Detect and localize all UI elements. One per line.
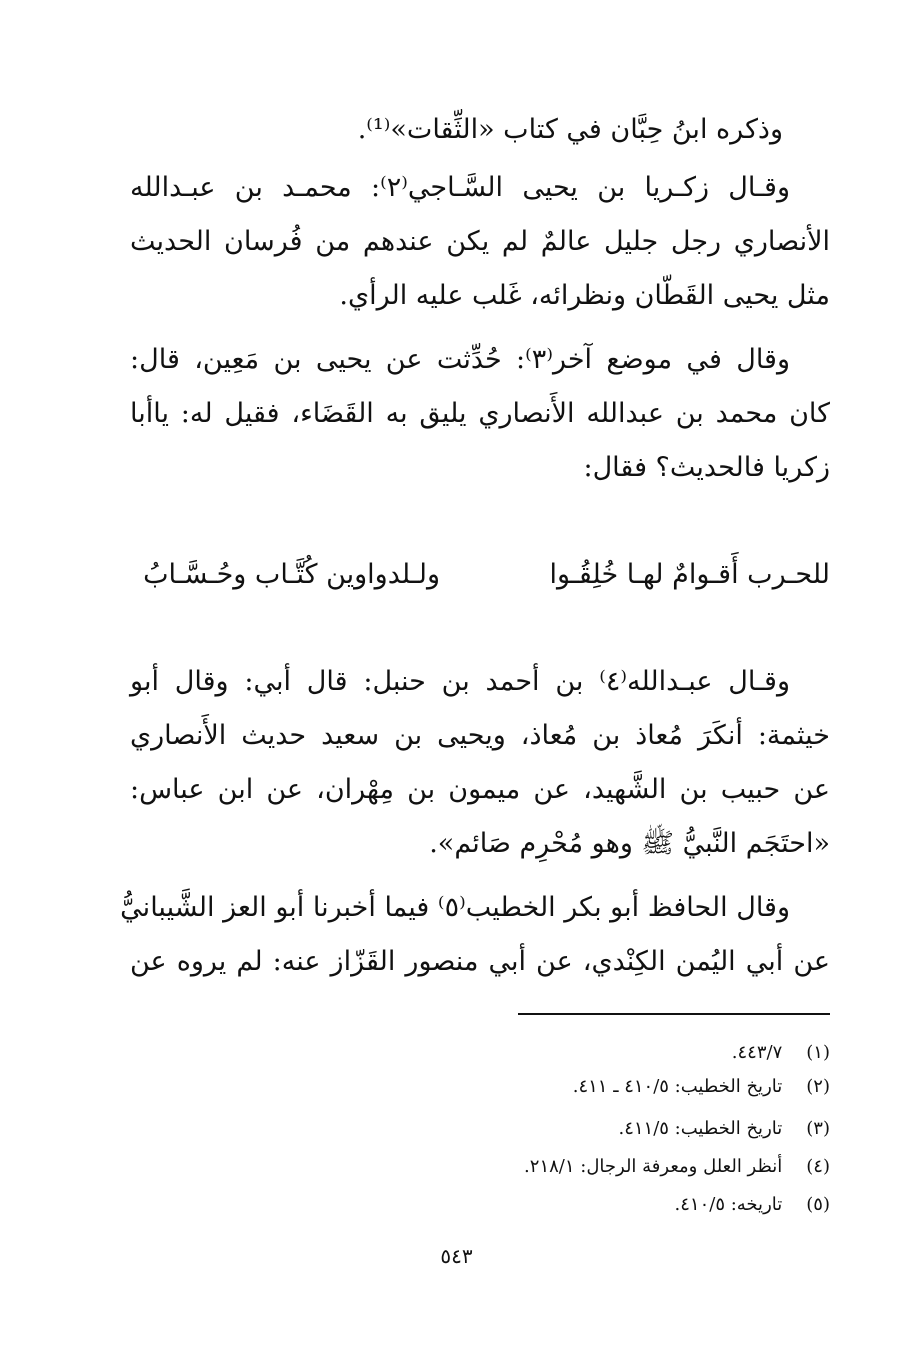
paragraph-4-line-4: «احتَجَم النَّبيُّ ﷺ وهو مُحْرِم صَائم». bbox=[429, 828, 830, 859]
verse-second-hemistich: ولـلدواوين كُتَّـاب وحُـسَّـابُ bbox=[143, 559, 440, 590]
footnote-number: (١) bbox=[806, 1042, 830, 1063]
footnote-number: (٣) bbox=[806, 1118, 830, 1139]
verse-first-hemistich: للحـرب أَقـوامٌ لهـا خُلِقُـوا bbox=[549, 559, 830, 590]
paragraph-4-line-1: وقـال عبـدالله⁽٤⁾ بن أحمد بن حنبل: قال أبي: وقال أبو bbox=[130, 666, 790, 697]
footnote-text: تاريخه: ٤١٠/٥. bbox=[674, 1194, 783, 1215]
footnote-1 bbox=[130, 1040, 830, 1066]
footnote-separator bbox=[518, 1013, 830, 1015]
paragraph-4-line-2: خيثمة: أنكَرَ مُعاذ بن مُعاذ، ويحيى بن سعيد حديث الأَنصاري bbox=[130, 720, 830, 751]
paragraph-3-line-3: زكريا فالحديث؟ فقال: bbox=[583, 452, 830, 483]
footnote-4 bbox=[130, 1154, 830, 1180]
footnote-number: (٤) bbox=[806, 1156, 830, 1177]
paragraph-2-line-3: مثل يحيى القَطّان ونظرائه، غَلب عليه الرأي. bbox=[339, 280, 830, 311]
footnote-5 bbox=[130, 1192, 830, 1218]
paragraph-1-line-1: وذكره ابنُ حِبَّان في كتاب «الثِّقات»⁽¹⁾. bbox=[357, 114, 783, 145]
paragraph-2-line-1: وقـال زكـريا بن يحيى السَّـاجي⁽٢⁾: محمـد بن عبـدالله bbox=[130, 172, 790, 203]
paragraph-5-line-1: وقال الحافظ أبو بكر الخطيب⁽٥⁾ فيما أخبرنا أبو العز الشَّيبانيُّ bbox=[120, 892, 790, 923]
footnote-text: أنظر العلل ومعرفة الرجال: ٢١٨/١. bbox=[524, 1156, 783, 1177]
footnote-3 bbox=[130, 1116, 830, 1142]
footnote-text: ٤٤٣/٧. bbox=[731, 1042, 783, 1063]
footnote-text: تاريخ الخطيب: ٤١٠/٥ ـ ٤١١. bbox=[572, 1076, 783, 1097]
footnote-number: (٥) bbox=[806, 1194, 830, 1215]
footnote-number: (٢) bbox=[806, 1076, 830, 1097]
footnote-2 bbox=[130, 1074, 830, 1100]
page-number: ٥٤٣ bbox=[440, 1244, 473, 1268]
paragraph-3-line-2: كان محمد بن عبدالله الأَنصاري يليق به القَضَاء، فقيل له: ياأبا bbox=[130, 398, 830, 429]
paragraph-2-line-2: الأنصاري رجل جليل عالمٌ لم يكن عندهم من فُرسان الحديث bbox=[130, 226, 830, 257]
footnote-text: تاريخ الخطيب: ٤١١/٥. bbox=[618, 1118, 783, 1139]
paragraph-3-line-1: وقال في موضع آخر⁽٣⁾: حُدِّثت عن يحيى بن مَعِين، قال: bbox=[130, 344, 790, 375]
paragraph-5-line-2: عن أبي اليُمن الكِنْدي، عن أبي منصور القَزّاز عنه: لم يروه عن bbox=[130, 946, 830, 977]
paragraph-4-line-3: عن حبيب بن الشَّهيد، عن ميمون بن مِهْران، عن ابن عباس: bbox=[130, 774, 830, 805]
